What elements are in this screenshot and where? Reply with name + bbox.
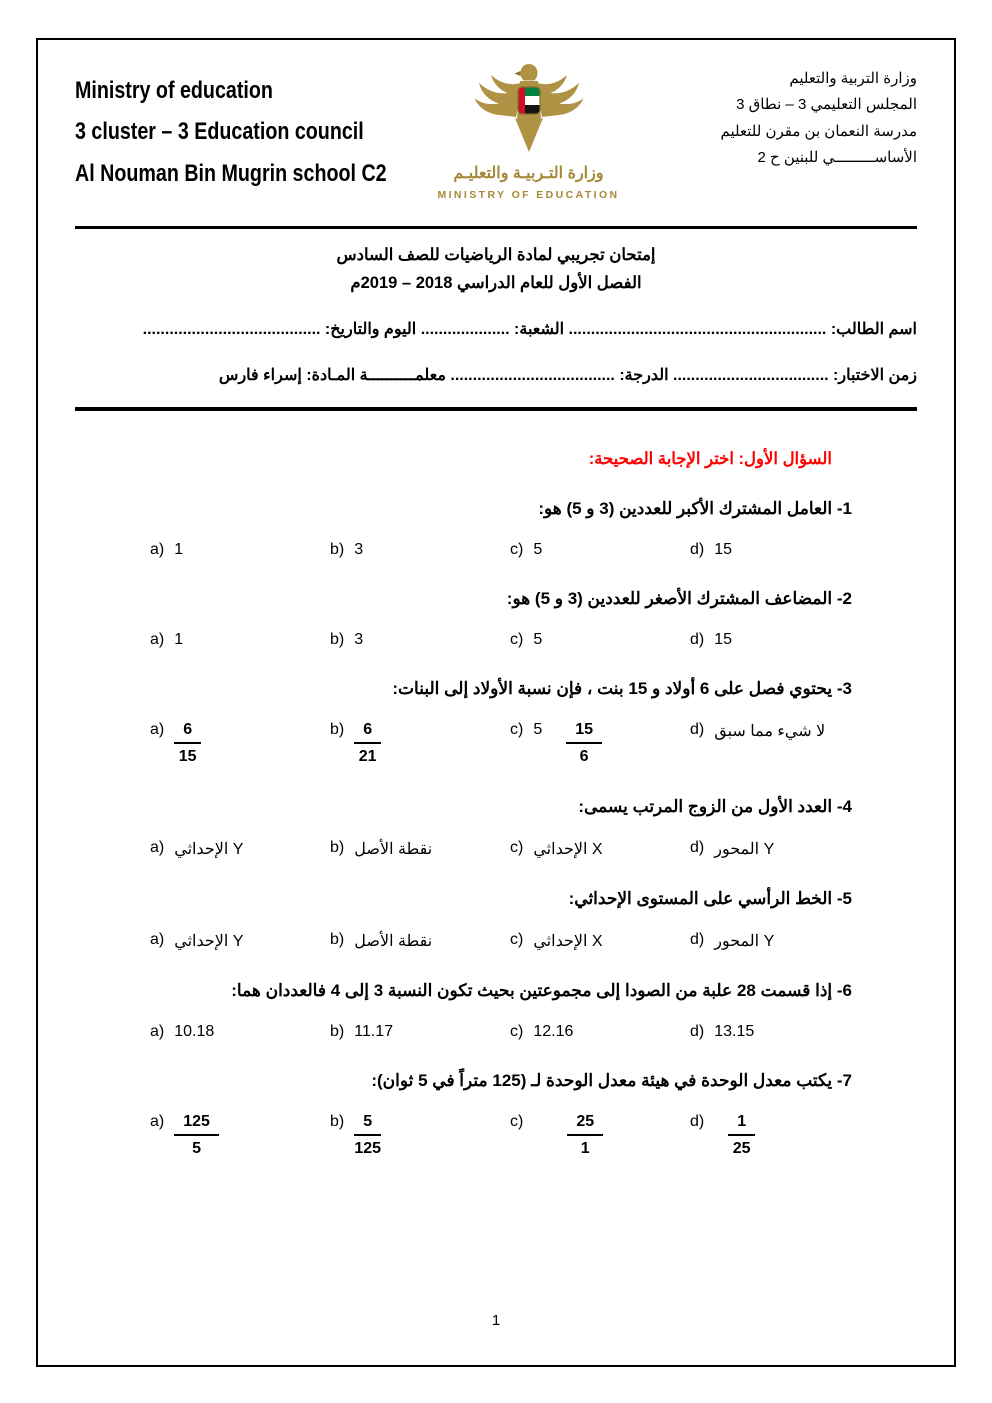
- question-options: [150, 839, 917, 859]
- option: [330, 631, 510, 649]
- option-label: d): [690, 721, 705, 738]
- option: [510, 839, 690, 859]
- option-label: c): [510, 1113, 524, 1131]
- header-arabic-block: [647, 58, 917, 171]
- fraction: [174, 719, 201, 767]
- fraction-numerator: 1: [728, 1111, 755, 1136]
- question-text: 7- يكتب معدل الوحدة في هيئة معدل الوحدة لـ (125 متراً في 5 ثوان):: [371, 1071, 852, 1091]
- option-label: b): [330, 541, 345, 558]
- page-content: [36, 38, 956, 1367]
- option-label: a): [150, 631, 165, 648]
- option-label: d): [690, 541, 705, 558]
- option: [510, 931, 690, 951]
- option: [330, 839, 510, 859]
- option-value: 5: [533, 721, 543, 738]
- logo-english-wordmark: MINISTRY OF EDUCATION: [437, 189, 620, 201]
- school-name-arabic: مدرسة النعمان بن مقرن للتعليم: [720, 122, 917, 140]
- option: [150, 931, 330, 951]
- option-value: نقطة الأصل: [354, 841, 433, 859]
- option-value: الإحداثي Y: [174, 841, 244, 859]
- option: [330, 931, 510, 951]
- option: [510, 1023, 690, 1041]
- option-value: 1: [174, 541, 184, 558]
- fraction: [354, 1111, 381, 1159]
- falcon-emblem-icon: [454, 143, 604, 160]
- option: [510, 721, 690, 767]
- fraction-denominator: 21: [358, 747, 377, 765]
- option-label: c): [510, 839, 524, 857]
- fraction: [567, 1111, 603, 1159]
- fraction-numerator: 25: [567, 1111, 603, 1136]
- option: [690, 721, 870, 767]
- option-label: a): [150, 839, 165, 857]
- fraction-denominator: 125: [354, 1139, 382, 1157]
- option-value: 12.16: [533, 1023, 574, 1041]
- option-label: a): [150, 1113, 165, 1131]
- option-label: d): [690, 1113, 705, 1131]
- fraction-denominator: 5: [192, 1139, 202, 1157]
- page-number: 1: [491, 1312, 501, 1329]
- option-value: 15: [714, 541, 733, 558]
- ministry-name-arabic: وزارة التربية والتعليم: [789, 70, 917, 87]
- option-label: a): [150, 721, 165, 738]
- fraction: [354, 719, 381, 767]
- option-value: المحور Y: [714, 933, 775, 951]
- option: [510, 1113, 690, 1159]
- question-options: [150, 1023, 917, 1041]
- question-text: 3- يحتوي فصل على 6 أولاد و 15 بنت ، فإن نسبة الأولاد إلى البنات:: [392, 679, 852, 698]
- option-label: b): [330, 839, 345, 857]
- option-label: b): [330, 1113, 345, 1131]
- option: [330, 1023, 510, 1041]
- fraction-numerator: 6: [354, 719, 381, 744]
- fraction-numerator: 15: [566, 719, 602, 744]
- option-label: c): [510, 541, 524, 558]
- option: [330, 721, 510, 767]
- option-value: 13.15: [714, 1023, 755, 1041]
- option-value: 1: [174, 631, 184, 648]
- header: [75, 58, 917, 216]
- header-divider: [75, 226, 917, 229]
- option: [690, 1113, 870, 1159]
- option-label: c): [510, 631, 524, 648]
- option-value: 15: [714, 631, 733, 648]
- option-label: b): [330, 631, 345, 648]
- option-value: الإحداثي Y: [174, 933, 244, 951]
- ministry-logo: [414, 58, 644, 201]
- option: [330, 541, 510, 559]
- option: [510, 631, 690, 649]
- option-value: الإحداثي X: [533, 841, 603, 859]
- option: [330, 1113, 510, 1159]
- option-value: 5: [533, 631, 543, 648]
- option-label: a): [150, 541, 165, 558]
- header-english-block: [75, 58, 410, 194]
- option-value: 11.17: [354, 1023, 394, 1041]
- exam-info-line: زمن الاختبار: ................................... الدرجة: ..................................... معلمــــــــــة المـادة: إسراء فارس: [218, 367, 917, 384]
- option: [690, 931, 870, 951]
- question-options: [150, 1113, 917, 1159]
- option-label: c): [510, 721, 524, 738]
- fraction-numerator: 125: [174, 1111, 219, 1136]
- option-label: c): [510, 1023, 524, 1041]
- fraction-denominator: 25: [732, 1139, 751, 1157]
- fraction: [728, 1111, 755, 1159]
- fraction-denominator: 6: [579, 747, 589, 765]
- option-label: d): [690, 931, 705, 949]
- exam-term-year: الفصل الأول للعام الدراسي 2018 – 2019م: [350, 274, 642, 292]
- option-value: 3: [354, 541, 364, 558]
- option-value: نقطة الأصل: [354, 933, 433, 951]
- option: [150, 541, 330, 559]
- option: [690, 631, 870, 649]
- cluster-council-english: 3 cluster – 3 Education council: [75, 118, 364, 146]
- student-info-line: اسم الطالب: .......................................................... الشعبة: .................... اليوم والتاريخ: ........................................: [142, 321, 917, 338]
- question-text: 6- إذا قسمت 28 علبة من الصودا إلى مجموعتين بحيث تكون النسبة 3 إلى 4 فالعددان هما:: [231, 981, 852, 1001]
- option-value: 5: [533, 541, 543, 558]
- question-options: [150, 931, 917, 951]
- fraction-numerator: 6: [174, 719, 201, 744]
- option-label: a): [150, 1023, 165, 1041]
- option-label: d): [690, 839, 705, 857]
- section-heading: السؤال الأول: اختر الإجابة الصحيحة:: [588, 450, 832, 468]
- school-name-english: Al Nouman Bin Mugrin school C2: [75, 159, 387, 187]
- option-label: c): [510, 931, 524, 949]
- fraction: [174, 1111, 219, 1159]
- option-label: d): [690, 631, 705, 648]
- info-divider: [75, 407, 917, 411]
- option-value: المحور Y: [714, 841, 775, 859]
- ministry-name-english: Ministry of education: [75, 77, 273, 104]
- option: [690, 541, 870, 559]
- question-text: 4- العدد الأول من الزوج المرتب يسمى:: [578, 797, 852, 817]
- option: [690, 1023, 870, 1041]
- option-label: b): [330, 1023, 345, 1041]
- question-options: [150, 721, 917, 767]
- option-label: b): [330, 721, 345, 738]
- option: [690, 839, 870, 859]
- option-label: b): [330, 931, 345, 949]
- option-value: الإحداثي X: [533, 933, 603, 951]
- option: [150, 721, 330, 767]
- option-value: لا شيء مما سبق: [714, 723, 826, 740]
- option: [150, 1113, 330, 1159]
- option-value: 10.18: [174, 1023, 215, 1041]
- option-value: 3: [354, 631, 364, 648]
- logo-arabic-wordmark: وزارة التـربيـة والتعليـم: [453, 165, 604, 182]
- fraction: [566, 719, 602, 767]
- option: [510, 541, 690, 559]
- question-text: 2- المضاعف المشترك الأصغر للعددين (3 و 5) هو:: [506, 589, 852, 608]
- question-options: [150, 541, 917, 559]
- question-text: 1- العامل المشترك الأكبر للعددين (3 و 5) هو:: [538, 499, 852, 518]
- option: [150, 1023, 330, 1041]
- option: [150, 631, 330, 649]
- fraction-numerator: 5: [354, 1111, 381, 1136]
- school-type-arabic: الأساســـــــــي للبنين ح 2: [757, 148, 917, 166]
- council-zone-arabic: المجلس التعليمي 3 – نطاق 3: [736, 96, 917, 114]
- question-text: 5- الخط الرأسي على المستوى الإحداثي:: [568, 889, 852, 909]
- fraction-denominator: 15: [178, 747, 197, 765]
- exam-title: إمتحان تجريبي لمادة الرياضيات للصف السادس: [336, 246, 656, 264]
- option-label: d): [690, 1023, 705, 1041]
- option-label: a): [150, 931, 165, 949]
- fraction-denominator: 1: [580, 1139, 590, 1157]
- question-options: [150, 631, 917, 649]
- option: [150, 839, 330, 859]
